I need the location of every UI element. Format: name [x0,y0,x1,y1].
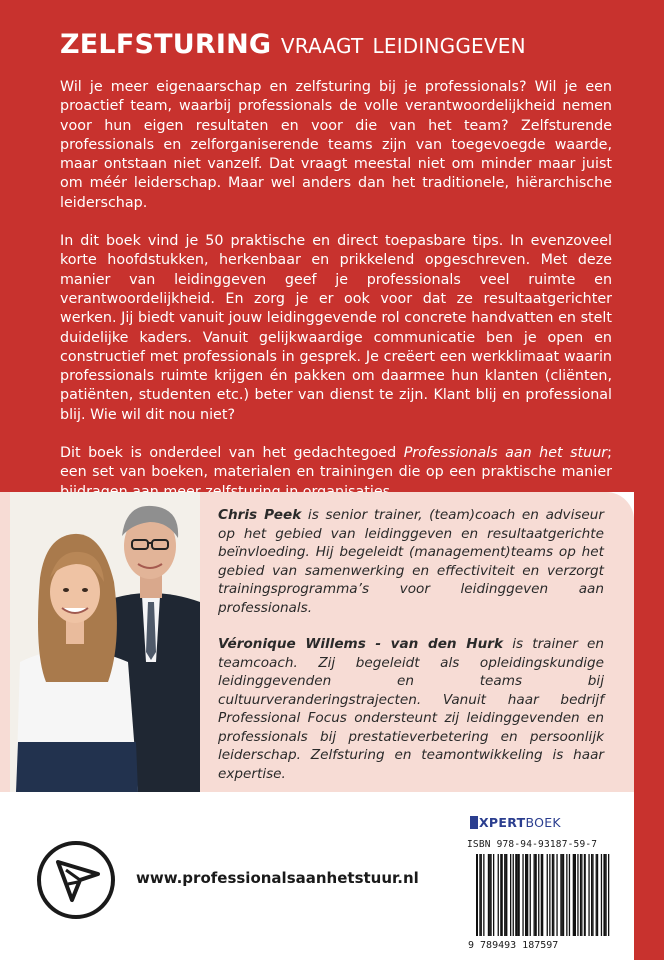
author-bio-chris [218,506,604,617]
barcode-bar [517,854,518,936]
barcode-bar [489,854,490,936]
barcode-bar [601,854,602,936]
series-text-pre: Dit boek is onderdeel van het gedachtegoed [60,445,404,462]
barcode-bar [504,854,505,936]
cover-footer [0,792,664,960]
tips-paragraph: In dit boek vind je 50 praktische en direct toepasbare tips. In evenzoveel korte hoofdstukken, herkenbaar en prikkelend opgeschreven. Met deze manier van leidinggeven geef je professionals veel ruimte en verantwoordelijkheid. En zorg je er ook voor dat ze resultaatgerichter werken. Jij biedt vanuit jouw leidinggevende rol concrete handvatten en stelt duidelijke kaders. Vanuit gelijkwaardige communicatie ben je open en constructief met professionals in gesprek. Je creëert een werkklimaat waarin professionals ruimte krijgen én pakken om daarmee hun klanten (cliënten, patiënten, studenten etc.) beter van dienst te zijn. Klant blij en professional blij. Wie wil dit nou niet? [60,233,612,423]
barcode-bar [597,854,598,936]
barcode-bar [541,854,542,936]
publisher-e-mark-icon [470,816,478,829]
barcode-bar [510,854,511,936]
barcode-bar [562,854,563,936]
intro-paragraph: Wil je meer eigenaarschap en zelfsturing bij je professionals? Wil je een proactief team, waarbij professionals de volle verantwoordelijkheid nemen voor hun eigen resultaten en voor die van het team? Zelfsturende professionals en zelforganiserende teams zijn van toegevoegde waarde, maar ontstaan niet vanzelf. Dat vraagt meestal niet om minder maar juist om méér leiderschap. Maar wel anders dan het traditionele, hiërarchische leiderschap. [60,79,612,211]
barcode-bar [476,854,478,936]
barcode-bar [515,854,517,936]
barcode-bar [513,854,514,936]
barcode-bars [476,854,609,936]
barcode-bar [552,854,553,936]
author-name-veronique: Véronique Willems - van den Hurk [218,636,503,652]
barcode-bar [584,854,586,936]
barcode-bar [547,854,548,936]
barcode-bar [577,854,578,936]
barcode-bar [538,854,539,936]
barcode-bar [563,854,564,936]
barcode-bar [605,854,606,936]
barcode-bar [580,854,581,936]
barcode-bar [592,854,593,936]
author-bios [218,506,604,801]
title-bold-part: ZELFSTURING [60,29,272,60]
barcode-bar [566,854,567,936]
publisher-logo [470,815,561,830]
author-photo-illustration [10,492,200,792]
publisher-name-second: BOEK [525,815,561,830]
barcode-bar [481,854,482,936]
barcode-bar [490,854,491,936]
barcode-bar [502,854,503,936]
barcode-bar [493,854,494,936]
back-cover-text [60,78,612,502]
barcode-bar [556,854,557,936]
barcode-bar [560,854,561,936]
publisher-name-first: XPERT [479,815,526,830]
barcode-bar [553,854,554,936]
barcode-bar [581,854,582,936]
barcode-bar [608,854,609,936]
red-band-edge [634,792,664,960]
barcode-bar [527,854,528,936]
author-name-chris: Chris Peek [218,507,302,523]
barcode-digits: 9 789493 187597 [468,940,559,951]
series-name: Professionals aan het stuur [403,445,608,462]
barcode-bar [573,854,574,936]
barcode-bar [505,854,507,936]
barcode-bar [535,854,537,936]
barcode-bar [488,854,489,936]
red-band-right [634,492,664,792]
cover-title [60,28,526,61]
author-bio-veronique [218,635,604,783]
steering-logo-icon [36,840,116,920]
series-text-post: ; een set van boeken, materialen en trainingen die op een praktische manier [60,445,612,481]
barcode-bar [525,854,527,936]
author-section [0,492,664,792]
barcode-bar [588,854,589,936]
barcode-bar [569,854,570,936]
barcode-bar [530,854,531,936]
barcode-bar [534,854,535,936]
author-bio-chris-text: is senior trainer, (team)coach en adviseur op het gebied van leidinggeven en resultaatgerichte beïnvloeding. Hij begeleidt (management)teams op het gebied van samenwerking en effectiviteit en verzorgt trainingsprogramma’s voor leidinggeven aan professionals. [218,507,605,616]
barcode-bar [483,854,484,936]
barcode-bar [498,854,499,936]
barcode-bar [479,854,480,936]
barcode-bar [549,854,550,936]
barcode-bar [500,854,501,936]
barcode-bar [519,854,520,936]
author-photo [10,492,200,792]
barcode-bar [542,854,543,936]
barcode-bar [574,854,576,936]
barcode-bar [603,854,605,936]
barcode-bar [522,854,523,936]
website-link[interactable]: www.professionalsaanhetstuur.nl [136,869,419,887]
barcode-bar [591,854,592,936]
title-light-part: vraagt leidinggeven [280,27,526,60]
barcode [466,852,616,952]
isbn-number: ISBN 978-94-93187-59-7 [467,839,598,850]
barcode-bar [596,854,597,936]
author-bio-veronique-text: is trainer en teamcoach. Zij begeleidt als opleidingskundige leidinggevenden en teams bij cultuurveranderingstrajecten. Vanuit haar bedrijf Professional Focus ondersteunt zij leidinggevenden en professionals bij prestatieverbetering en persoonlijk leiderschap. Zelfsturing en teamontwikkeling is haar expertise. [218,636,604,782]
